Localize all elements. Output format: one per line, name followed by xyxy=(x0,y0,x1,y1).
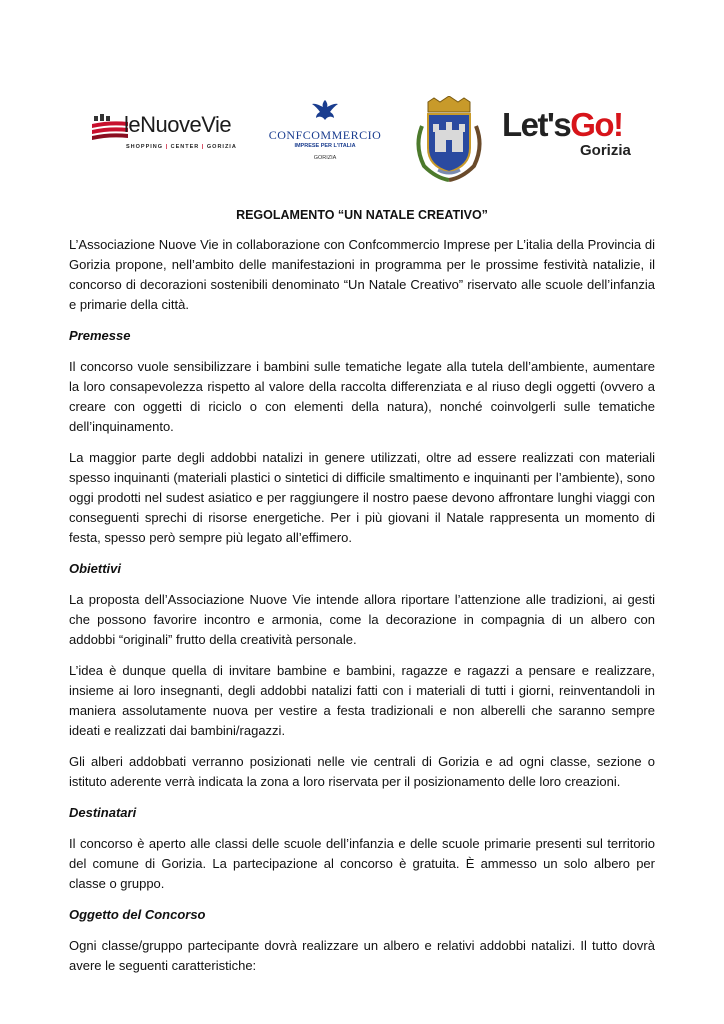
section-heading-oggetto: Oggetto del Concorso xyxy=(69,907,206,922)
section-heading-destinatari: Destinatari xyxy=(69,805,137,820)
paragraph: L’idea è dunque quella di invitare bambine e bambini, ragazze e ragazzi a pensare e realizzare, insieme ai loro insegnanti, degli addobbi natalizi fatti con i materiali di tutti i giorni, reinventandoli in maniera assolutamente nuova per vestire a festa tradizionali e non alberelli che saranno sempre ideati e realizzati dai bambini/ragazzi. xyxy=(69,663,655,738)
confcommercio-logo xyxy=(266,98,384,164)
intro-paragraph: L’Associazione Nuove Vie in collaborazione con Confcommercio Imprese per L’italia della Provincia di Gorizia propone, nell’ambito delle manifestazioni in programma per le prossime festività natalizie, il concorso di decorazioni sostenibili denominato “Un Natale Creativo” riservato alle scuole dell’infanzia e primarie della città. xyxy=(69,237,655,312)
nuove-vie-tagline: SHOPPING | CENTER | GORIZIA xyxy=(126,144,237,150)
letsgo-city: Gorizia xyxy=(580,142,631,159)
section-heading-premesse: Premesse xyxy=(69,328,131,343)
logo-header xyxy=(0,96,724,186)
document-title: REGOLAMENTO “UN NATALE CREATIVO” xyxy=(236,208,488,222)
confcommercio-city: GORIZIA xyxy=(313,155,337,161)
paragraph: Il concorso vuole sensibilizzare i bambini sulle tematiche legate alla tutela dell’ambiente, aumentare la loro consapevolezza rispetto al valore della raccolta differenziata e al riuso degli oggetti (ovvero a creare con oggetti di riciclo o con elementi della natura), nonché coinvolgerli sulle tematiche dell’inquinamento. xyxy=(69,359,655,434)
nuove-vie-wordmark: leNuoveVie xyxy=(124,112,232,137)
confcommercio-subtitle: IMPRESE PER L'ITALIA xyxy=(294,143,356,149)
eagle-icon xyxy=(310,98,340,126)
nuove-vie-logo xyxy=(90,104,237,164)
letsgo-wordmark: Let'sGo! xyxy=(502,106,623,143)
paragraph: Ogni classe/gruppo partecipante dovrà realizzare un albero e relativi addobbi natalizi. Il tutto dovrà avere le seguenti caratteristiche: xyxy=(69,938,655,973)
paragraph: La maggior parte degli addobbi natalizi in genere utilizzati, oltre ad essere realizzati con materiali spesso inquinanti (materiali plastici o sintetici di difficile smaltimento e inquinanti per l’ambiente), sono oggi prodotti nel sudest asiatico e per raggiungere il nostro paese devono affrontare lunghi viaggi con conseguenti sprechi di risorse energetiche. Per i più giovani il Natale rappresenta un momento di festa, spesso però sempre più legato all’effimero. xyxy=(69,450,655,545)
paragraph: Gli alberi addobbati verranno posizionati nelle vie centrali di Gorizia e ad ogni classe, sezione o istituto aderente verrà indicata la zona a loro riservata per il posizionamento delle loro creazioni. xyxy=(69,754,655,789)
paragraph: La proposta dell’Associazione Nuove Vie intende allora riportare l’attenzione alle tradizioni, ai gesti che possono favorire incontro e armonia, come la decorazione in compagnia di un albero con addobbi “originali” frutto della creatività personale. xyxy=(69,592,655,647)
document-body xyxy=(69,205,655,987)
confcommercio-wordmark: CONFCOMMERCIO xyxy=(268,128,382,142)
letsgo-logo xyxy=(500,106,640,162)
section-heading-obiettivi: Obiettivi xyxy=(69,561,122,576)
gorizia-coat-of-arms-icon xyxy=(410,96,488,182)
paragraph: Il concorso è aperto alle classi delle scuole dell’infanzia e delle scuole primarie presenti sul territorio del comune di Gorizia. La partecipazione al concorso è gratuita. È ammesso un solo albero per classe o gruppo. xyxy=(69,836,655,891)
